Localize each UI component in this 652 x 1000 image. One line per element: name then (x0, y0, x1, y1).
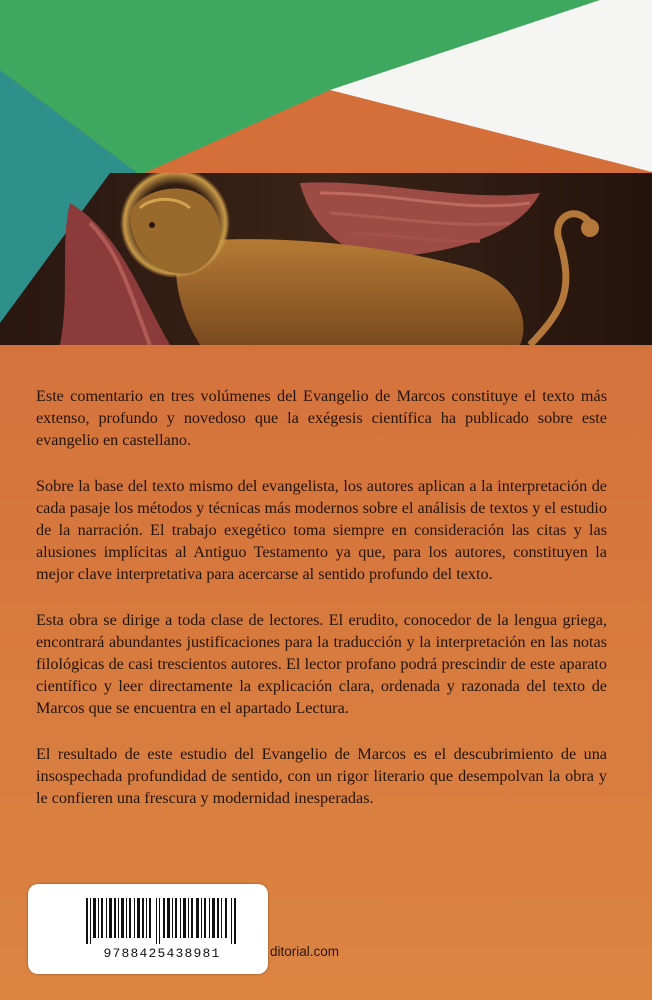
blurb-text (36, 385, 607, 832)
barcode-icon (86, 898, 236, 944)
winged-lion-painting (0, 173, 652, 345)
blurb-paragraph-2: Sobre la base del texto mismo del evangelista, los autores aplican a la interpretación de cada pasaje los métodos y técnicas más modernos sobre el análisis de textos y el estudio de la narración. El trabajo exegético toma siempre en consideración las citas y las alusiones implícitas al Antiguo Testamento ya que, para los autores, constituyen la mejor clave interpretativa para acercarse al sentido profundo del texto. (36, 476, 607, 584)
publisher-website: ditorial.com (270, 944, 340, 959)
blurb-paragraph-4: El resultado de este estudio del Evangelio de Marcos es el descubrimiento de una insospechada profundidad de sentido, con un rigor literario que desempolvan la obra y le confieren una frescura y modernidad inesperadas. (36, 744, 607, 808)
geometric-header (0, 0, 652, 180)
barcode-label (28, 884, 268, 974)
blurb-paragraph-3: Esta obra se dirige a toda clase de lectores. El erudito, conocedor de la lengua griega, encontrará abundantes justificaciones para la traducción y la interpretación en las notas filológicas de casi trescientos autores. El lector profano podrá prescindir de este aparato científico y leer directamente la explicación clara, ordenada y razonada del texto de Marcos que se encuentra en el apartado Lectura. (36, 610, 607, 718)
isbn-number: 9788425438981 (103, 946, 221, 961)
blurb-paragraph-1: Este comentario en tres volúmenes del Evangelio de Marcos constituye el texto más extenso, profundo y novedoso que la exégesis científica ha publicado sobre este evangelio en castellano. (36, 387, 607, 450)
